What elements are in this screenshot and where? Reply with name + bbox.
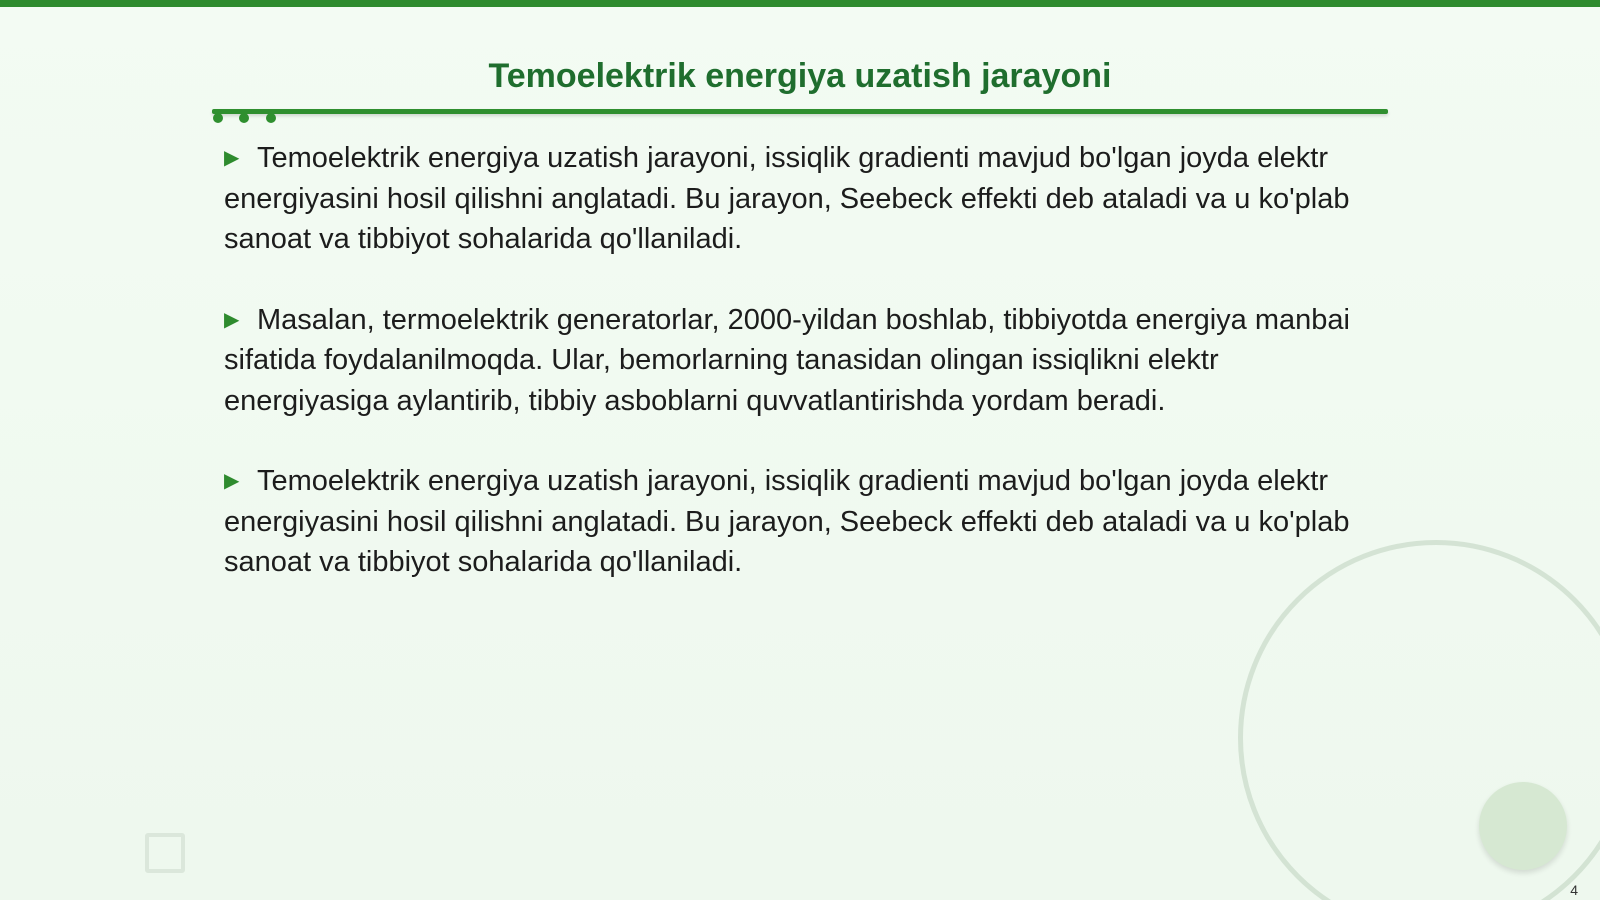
bullet-text: Masalan, termoelektrik generatorlar, 2000-yildan boshlab, tibbiyotda energiya manbai sifatida foydalanilmoqda. Ular, bemorlarning tanasidan olingan issiqlikni elektr energiyasiga aylantirib, tibbiy asboblarni quvvatlantirishda yordam beradi. [224, 303, 1350, 417]
decorative-circle [1479, 782, 1567, 870]
bullet-item [224, 300, 1374, 422]
title-underline [212, 109, 1388, 114]
decorative-dot [266, 113, 276, 123]
bullet-arrow-icon: ▶ [224, 470, 240, 492]
bullet-arrow-icon: ▶ [224, 147, 240, 169]
page-number: 4 [1570, 882, 1578, 898]
bullet-text: Temoelektrik energiya uzatish jarayoni, issiqlik gradienti mavjud bo'lgan joyda elektr energiyasini hosil qilishni anglatadi. Bu jarayon, Seebeck effekti deb ataladi va u ko'plab sanoat va tibbiyot sohalarida qo'llaniladi. [224, 142, 1350, 255]
bullet-list [224, 138, 1374, 623]
decorative-dot [213, 113, 223, 123]
bullet-item [224, 138, 1374, 260]
bullet-text: Temoelektrik energiya uzatish jarayoni, issiqlik gradienti mavjud bo'lgan joyda elektr energiyasini hosil qilishni anglatadi. Bu jarayon, Seebeck effekti deb ataladi va u ko'plab sanoat va tibbiyot sohalarida qo'llaniladi. [224, 465, 1350, 578]
decorative-square [145, 833, 185, 873]
top-accent-bar [0, 0, 1600, 7]
bullet-item [224, 461, 1374, 583]
bullet-arrow-icon: ▶ [224, 308, 240, 331]
decorative-dot [239, 113, 249, 123]
slide-title: Temoelektrik energiya uzatish jarayoni [488, 57, 1112, 95]
